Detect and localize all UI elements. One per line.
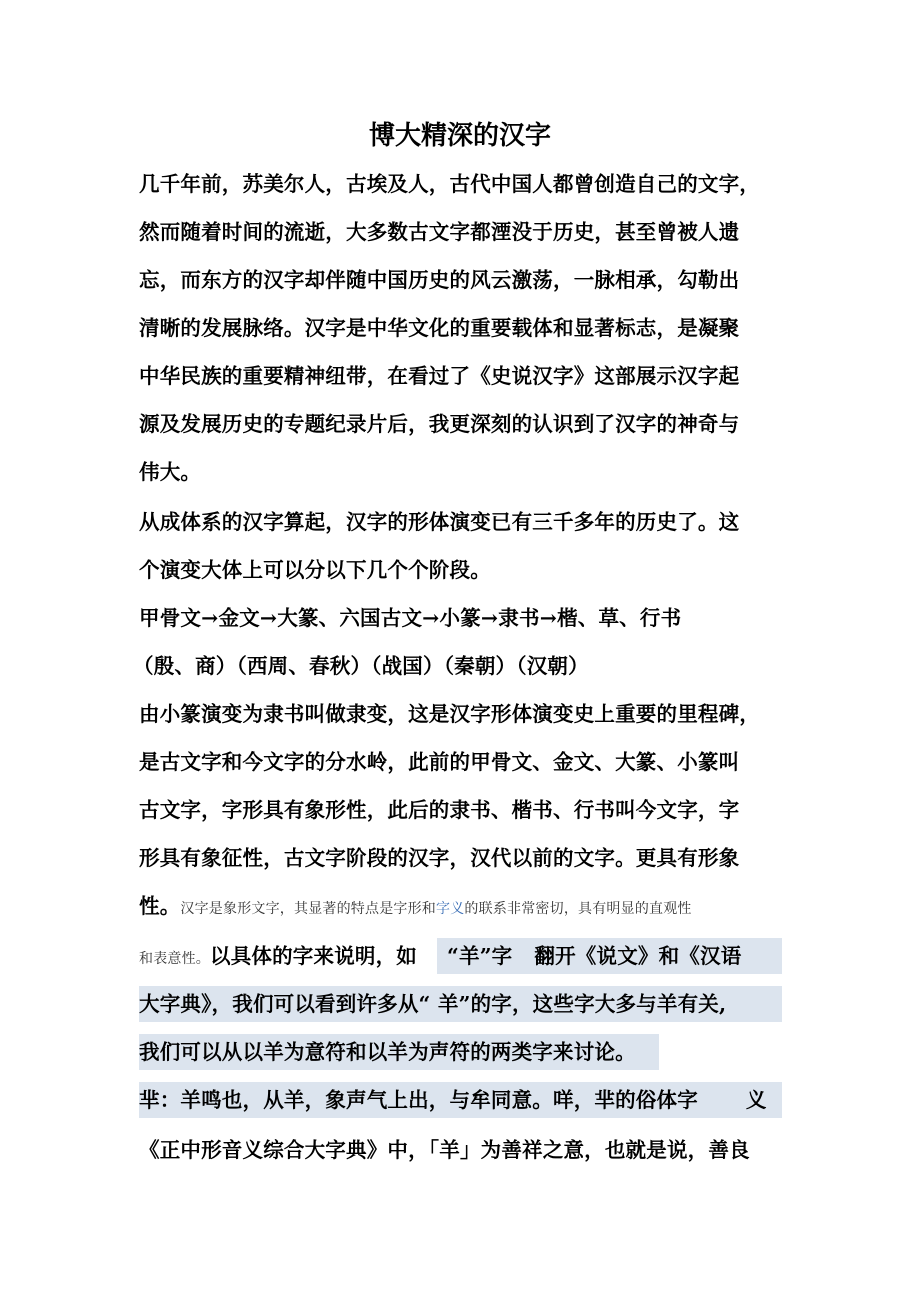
highlighted-line: 大字典》，我们可以看到许多从“ 羊”的字，这些字大多与羊有关, [139, 992, 727, 1016]
highlighted-line: 我们可以从以羊为意符和以羊为声符的两类字来讨论。 [139, 1040, 636, 1064]
paragraph-line: 是古文字和今文字的分水岭，此前的甲骨文、金文、大篆、小篆叫 [139, 750, 740, 774]
highlighted-run: “羊”字 [447, 944, 513, 968]
stages-line: 甲骨文→金文→大篆、六国古文→小篆→隶书→楷、草、行书 [139, 606, 682, 630]
text-run: 性。 [139, 894, 181, 918]
paragraph-line: 几千年前，苏美尔人，古埃及人，古代中国人都曾创造自己的文字， [139, 172, 760, 196]
periods-line: （殷、商）（西周、春秋）（战国）（秦朝）（汉朝） [133, 654, 589, 678]
small-text-run: 和表意性。 [139, 951, 210, 967]
mixed-line [139, 886, 784, 926]
paragraph-line: 中华民族的重要精神纽带，在看过了《史说汉字》这部展示汉字起 [139, 364, 740, 388]
paragraph-line: 从成体系的汉字算起，汉字的形体演变已有三千多年的历史了。这 [139, 510, 740, 534]
paragraph-line: 然而随着时间的流逝，大多数古文字都湮没于历史，甚至曾被人遗 [139, 220, 740, 244]
paragraph-line: 忘，而东方的汉字却伴随中国历史的风云激荡，一脉相承，勾勒出 [139, 268, 740, 292]
paragraph-line: 清晰的发展脉络。汉字是中华文化的重要载体和显著标志，是凝聚 [139, 316, 740, 340]
highlighted-run: 翻开《说文》和《汉语 [534, 944, 742, 968]
paragraph-line: 由小篆演变为隶书叫做隶变，这是汉字形体演变史上重要的里程碑， [139, 702, 760, 726]
small-text-run: 的联系非常密切，具有明显的直观性 [464, 901, 692, 917]
paragraph-line: 个演变大体上可以分以下几个个阶段。 [139, 558, 491, 582]
highlighted-line [139, 1080, 784, 1120]
paragraph-line: 源及发展历史的专题纪录片后，我更深刻的认识到了汉字的神奇与 [139, 412, 740, 436]
paragraph-line: 伟大。 [139, 460, 202, 484]
ziyi-link[interactable]: 字义 [436, 901, 465, 917]
mixed-line [139, 936, 784, 976]
text-run: 以具体的字来说明，如 [210, 944, 417, 968]
document-title: 博大精深的汉字 [368, 121, 551, 151]
paragraph-line: 《正中形音义综合大字典》中，「羊」为善祥之意，也就是说，善良 [139, 1138, 750, 1162]
small-text-run: 汉字是象形文字，其显著的特点是字形和 [180, 901, 437, 917]
text-run: 义 [745, 1088, 767, 1112]
paragraph-line: 形具有象征性，古文字阶段的汉字，汉代以前的文字。更具有形象 [139, 846, 740, 870]
paragraph-line: 古文字，字形具有象形性，此后的隶书、楷书、行书叫今文字，字 [139, 798, 740, 822]
text-run: 芈：羊鸣也，从羊，象声气上出，与牟同意。咩，芈的俗体字 [139, 1088, 698, 1112]
